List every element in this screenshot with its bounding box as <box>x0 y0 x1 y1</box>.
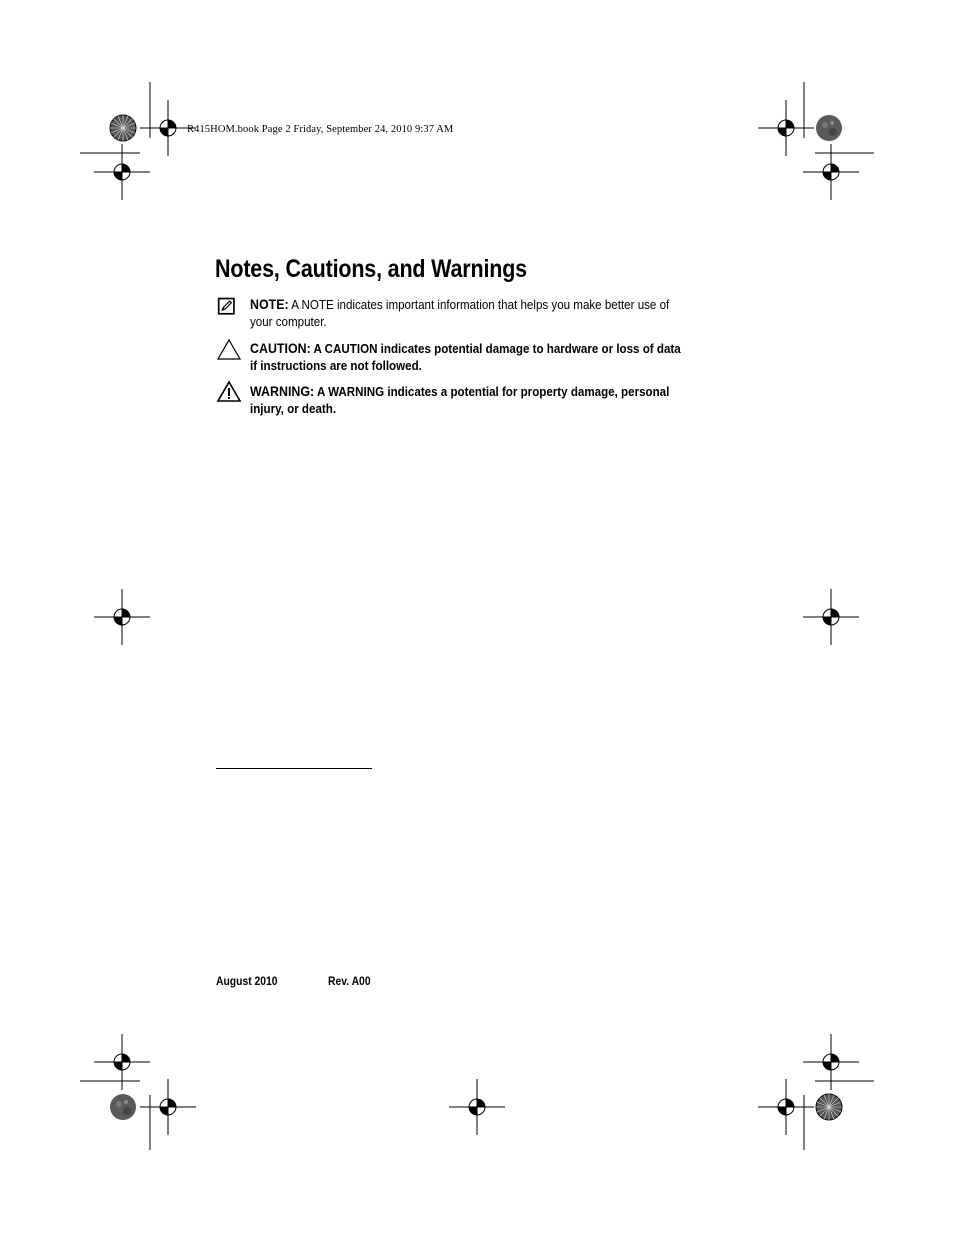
footer-revision: Rev. A00 <box>328 976 371 988</box>
caution-triangle-icon <box>216 338 242 362</box>
footer-rule <box>216 768 372 769</box>
note-text: A NOTE indicates important information that helps you make better use of your computer. <box>250 298 670 329</box>
warning-text: A WARNING indicates a potential for property damage, personal injury, or death. <box>250 385 670 416</box>
note-pencil-icon <box>217 296 239 318</box>
caution-text: A CAUTION indicates potential damage to hardware or loss of data if instructions are not followed. <box>250 342 681 373</box>
caution-label: CAUTION: <box>250 341 311 356</box>
note-label: NOTE: <box>250 297 289 312</box>
print-header-line: R415HOM.book Page 2 Friday, September 24, 2010 9:37 AM <box>187 124 454 135</box>
warning-exclamation-icon <box>216 380 242 404</box>
footer-date: August 2010 <box>216 976 278 988</box>
page-title: Notes, Cautions, and Warnings <box>215 255 527 283</box>
warning-label: WARNING: <box>250 384 315 399</box>
